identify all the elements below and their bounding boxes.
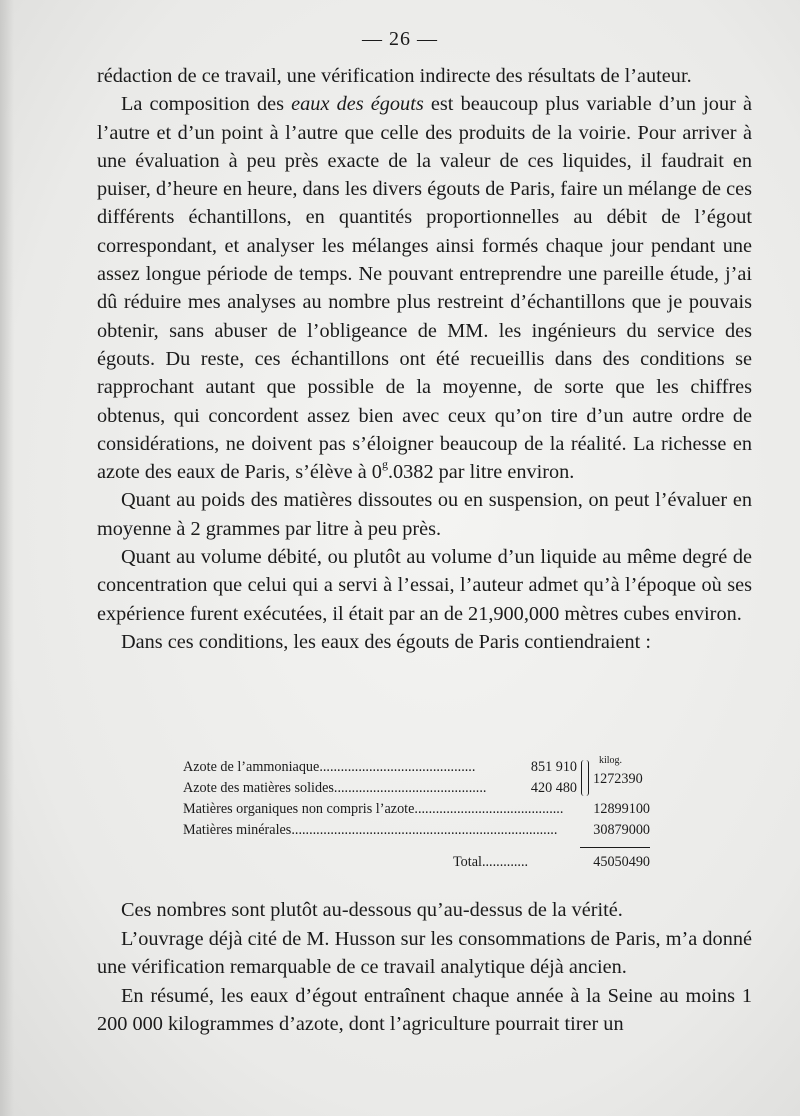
paragraph-7: L’ouvrage déjà cité de M. Husson sur les consommations de Paris, m’a donné une vérification remarquable de ce travail analytique déjà ancien.	[97, 927, 752, 979]
total-row	[183, 850, 683, 874]
page-number: — 26 —	[362, 28, 438, 50]
row-value: 420 480	[530, 780, 577, 796]
main-text	[97, 62, 752, 656]
row-label: Azote des matières solides...........................................	[183, 780, 487, 796]
table-row	[183, 799, 683, 820]
paragraph-3: Quant au poids des matières dissoutes ou en suspension, on peut l’évaluer en moyenne à 2 grammes par litre à peu près.	[97, 489, 752, 540]
row-value: 851 910	[530, 759, 577, 775]
page-edge-shadow	[0, 0, 14, 1116]
paragraph-4: Quant au volume débité, ou plutôt au volume d’un liquide au même degré de concentration que celui qui a servi à l’essai, l’auteur admet qu’à l’époque où ses expérience furent exécutées, il était par an de 21,900,000 mètres cubes environ.	[97, 546, 752, 625]
composition-table	[183, 757, 683, 874]
closing-text	[97, 896, 752, 1039]
paragraph-1: rédaction de ce travail, une vérification indirecte des résultats de l’auteur.	[97, 65, 692, 87]
paragraph-5: Dans ces conditions, les eaux des égouts de Paris contiendraient :	[121, 630, 651, 653]
sum-rule	[580, 847, 650, 848]
row-label: Matières minérales...........................................................................	[183, 822, 558, 838]
paragraph-6: Ces nombres sont plutôt au-dessous qu’au-dessus de la vérité.	[121, 899, 623, 921]
azote-brace	[581, 757, 671, 799]
paragraph-2: La composition des eaux des égouts est beaucoup plus variable d’un jour à l’autre et d’un point à l’autre que celle des produits de la voirie. Pour arriver à une évaluation à peu près exacte de la valeur de ces liquides, il faudrait en puiser, d’heure en heure, dans les divers égouts de Paris, faire un mélange de ces différents échantillons, en quantités proportionnelles au débit de l’égout correspondant, et analyser les mélanges ainsi formés chaque jour pendant une assez longue période de temps. Ne pouvant entreprendre une pareille étude, j’ai dû réduire mes analyses au nombre plus restreint d’échantillons que je pouvais obtenir, sans abuser de l’obligeance de MM. les ingénieurs du service des égouts. Du reste, ces échantillons ont été recueillis dans des conditions se rapprochant autant que possible de la moyenne, de sorte que les chiffres obtenus, qui concordent assez bien avec ceux qu’on tire d’un autre ordre de considérations, ne doivent pas s’éloigner beaucoup de la réalité. La richesse en azote des eaux de Paris, s’élève à 0$^g$.0382 par litre environ.	[97, 93, 752, 484]
row-label: Matières organiques non compris l’azote..........................................	[183, 801, 564, 817]
unit-label: kilog.	[599, 755, 623, 766]
row-label: Azote de l’ammoniaque............................................	[183, 759, 476, 775]
paragraph-8: En résumé, les eaux d’égout entraînent chaque année à la Seine au moins 1 200 000 kilogrammes d’azote, dont l’agriculture pourrait tirer un	[97, 984, 752, 1036]
table-row	[183, 820, 683, 841]
azote-sum: 1272390	[593, 771, 643, 787]
brace-mark	[581, 760, 589, 796]
row-value: 30879000	[593, 822, 650, 838]
emphasis-eaux-des-egouts: eaux des égouts	[291, 93, 424, 116]
row-value: 12899100	[593, 801, 650, 817]
total-value: 45050490	[593, 853, 650, 870]
total-label: Total.............	[453, 853, 529, 870]
